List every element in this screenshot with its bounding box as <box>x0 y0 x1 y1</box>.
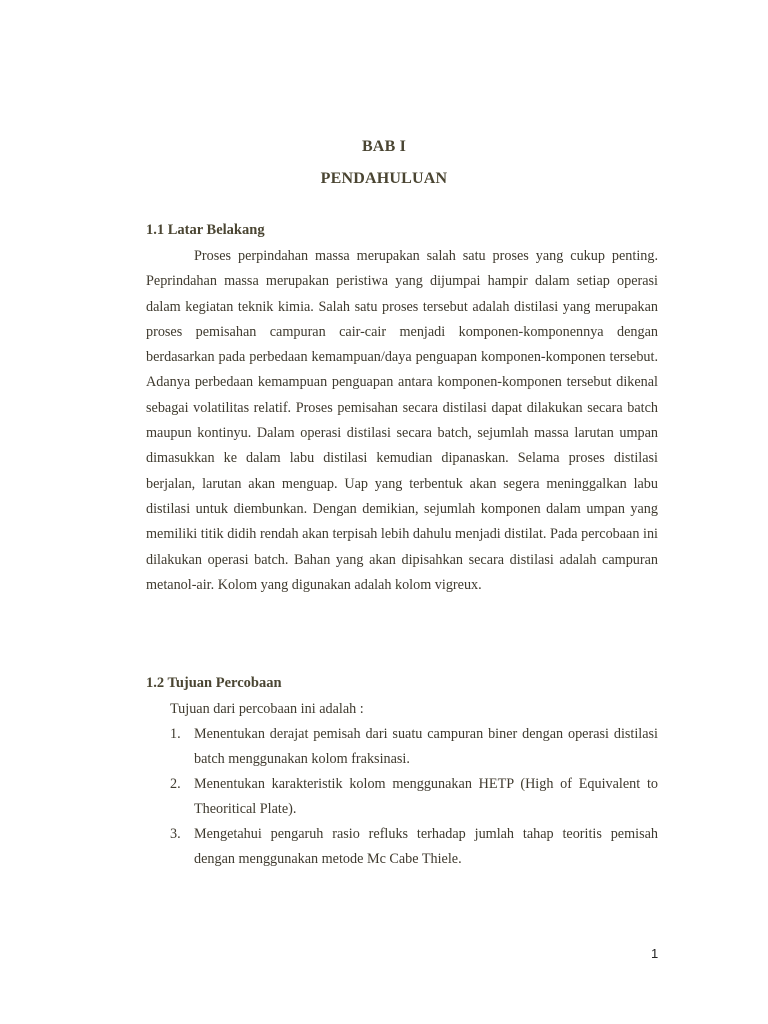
list-item-number: 1. <box>170 726 181 742</box>
chapter-title: PENDAHULUAN <box>320 170 448 187</box>
list-item <box>146 722 658 772</box>
list-item-text: Menentukan karakteristik kolom menggunakan HETP (High of Equivalent to Theoritical Plate). <box>194 776 658 817</box>
list-item-text: Mengetahui pengaruh rasio refluks terhadap jumlah tahap teoritis pemisah dengan menggunakan metode Mc Cabe Thiele. <box>194 826 658 867</box>
section-title-tujuan-percobaan: 1.2 Tujuan Percobaan <box>146 675 282 691</box>
list-item-text: Menentukan derajat pemisah dari suatu campuran biner dengan operasi distilasi batch menggunakan kolom fraksinasi. <box>194 726 658 767</box>
list-item <box>146 822 658 872</box>
list-item-number: 2. <box>170 776 181 792</box>
section-title-latar-belakang: 1.1 Latar Belakang <box>146 222 265 238</box>
list-item-number: 3. <box>170 826 181 842</box>
list-item <box>146 772 658 822</box>
chapter-heading: BAB I <box>361 138 407 155</box>
section-intro-tujuan: Tujuan dari percobaan ini adalah : <box>170 701 364 717</box>
page-number: 1 <box>651 946 659 961</box>
objectives-list <box>146 722 658 872</box>
section-paragraph-latar-belakang: Proses perpindahan massa merupakan salah satu proses yang cukup penting. Peprindahan massa merupakan peristiwa yang dijumpai hampir dalam setiap operasi dalam kegiatan teknik kimia. Salah satu proses tersebut adalah distilasi yang merupakan proses pemisahan campuran cair-cair menjadi komponen-komponennya dengan berdasarkan pada perbedaan kemampuan/daya penguapan komponen-komponen tersebut. Adanya perbedaan kemampuan penguapan antara komponen-komponen tersebut dikenal sebagai volatilitas relatif. Proses pemisahan secara distilasi dapat dilakukan secara batch maupun kontinyu. Dalam operasi distilasi secara batch, sejumlah massa larutan umpan dimasukkan ke dalam labu distilasi kemudian dipanaskan. Selama proses distilasi berjalan, larutan akan menguap. Uap yang terbentuk akan segera meninggalkan labu distilasi untuk diembunkan. Dengan demikian, sejumlah komponen dalam umpan yang memiliki titik didih rendah akan terpisah lebih dahulu menjadi distilat. Pada percobaan ini dilakukan operasi batch. Bahan yang akan dipisahkan secara distilasi adalah campuran metanol-air. Kolom yang digunakan adalah kolom vigreux. <box>146 248 658 593</box>
